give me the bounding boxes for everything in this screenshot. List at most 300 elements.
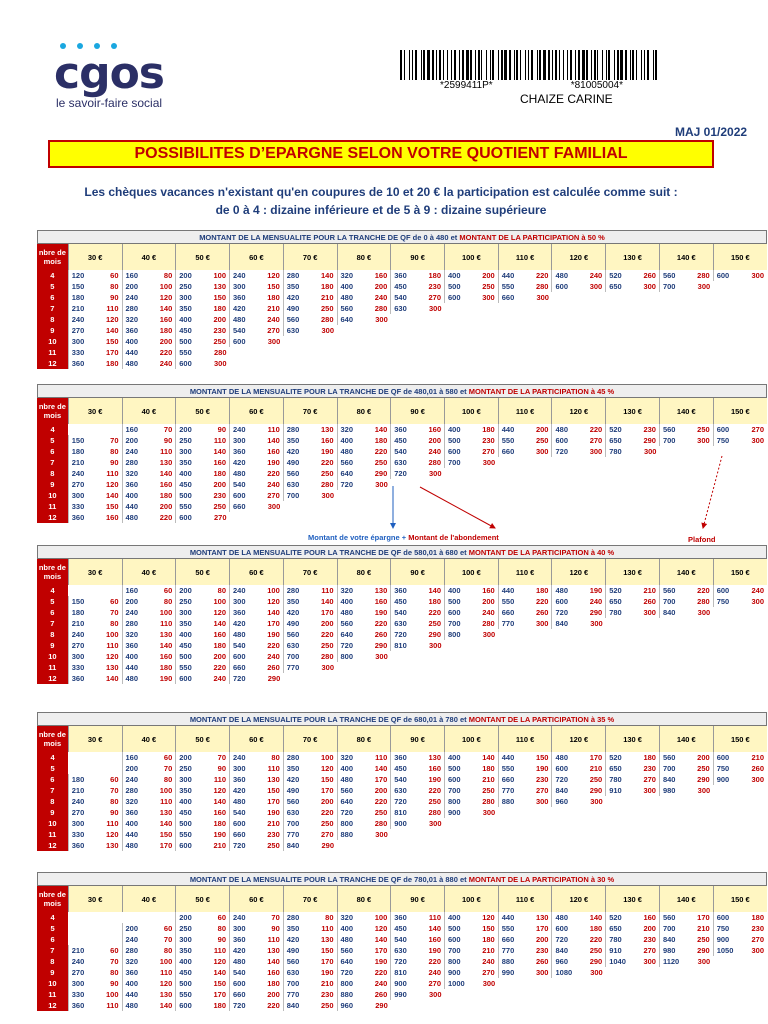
savings-amount: 360 xyxy=(68,358,93,369)
contribution-amount xyxy=(738,607,767,618)
contribution-amount: 160 xyxy=(428,764,441,773)
contribution-amount: 270 xyxy=(751,935,764,944)
savings-table xyxy=(37,244,767,369)
contribution-amount xyxy=(631,358,660,369)
contribution-amount: 280 xyxy=(320,315,334,324)
savings-amount: 250 xyxy=(176,596,201,607)
savings-amount xyxy=(498,358,523,369)
savings-amount: 750 xyxy=(713,763,738,774)
savings-amount xyxy=(659,829,684,840)
savings-amount: 360 xyxy=(391,585,416,596)
savings-amount xyxy=(659,292,684,303)
contribution-amount xyxy=(470,501,499,512)
contribution-amount: 290 xyxy=(374,641,388,650)
contribution-amount xyxy=(93,752,122,763)
contribution-amount xyxy=(738,303,767,314)
monthly-amount-header: 60 € xyxy=(230,398,284,424)
savings-amount xyxy=(445,314,470,325)
table-row xyxy=(37,673,767,684)
month-count: 7 xyxy=(37,618,68,629)
contribution-amount xyxy=(577,512,606,523)
contribution-amount xyxy=(523,629,552,640)
savings-amount: 400 xyxy=(337,763,362,774)
contribution-amount: 240 xyxy=(374,979,388,988)
contribution-amount xyxy=(631,796,660,807)
savings-amount: 500 xyxy=(176,978,201,989)
savings-amount xyxy=(337,840,362,851)
savings-amount: 180 xyxy=(68,774,93,785)
contribution-amount xyxy=(631,673,660,684)
savings-amount xyxy=(498,336,523,347)
contribution-amount: 110 xyxy=(106,304,119,313)
savings-amount xyxy=(713,818,738,829)
contribution-amount: 210 xyxy=(482,946,495,955)
qf-section-1 xyxy=(37,230,767,369)
savings-amount: 490 xyxy=(283,457,308,468)
contribution-amount: 170 xyxy=(159,841,173,850)
contribution-amount: 120 xyxy=(159,979,173,988)
savings-amount xyxy=(230,347,255,358)
savings-amount xyxy=(391,336,416,347)
savings-amount: 320 xyxy=(337,585,362,596)
contribution-amount: 150 xyxy=(482,924,495,933)
month-count: 11 xyxy=(37,989,68,1000)
monthly-amount-header: 140 € xyxy=(659,398,713,424)
contribution-amount: 190 xyxy=(320,447,334,456)
savings-amount: 320 xyxy=(337,424,362,435)
monthly-amount-header: 50 € xyxy=(176,244,230,270)
contribution-amount xyxy=(738,840,767,851)
contribution-amount xyxy=(523,479,552,490)
savings-amount: 550 xyxy=(176,501,201,512)
contribution-amount: 200 xyxy=(697,753,710,762)
savings-amount: 560 xyxy=(283,796,308,807)
contribution-amount: 240 xyxy=(482,608,495,617)
savings-amount: 400 xyxy=(122,651,147,662)
contribution-amount: 290 xyxy=(697,775,710,784)
monthly-amount-header: 60 € xyxy=(230,886,284,912)
table-row xyxy=(37,607,767,618)
savings-amount xyxy=(445,1000,470,1011)
barcode-image xyxy=(400,50,662,80)
section-heading xyxy=(37,384,767,398)
savings-amount: 770 xyxy=(498,618,523,629)
contribution-amount xyxy=(470,347,499,358)
savings-amount: 280 xyxy=(122,457,147,468)
savings-amount xyxy=(606,468,631,479)
savings-amount xyxy=(230,512,255,523)
contribution-amount: 250 xyxy=(428,797,441,806)
savings-amount xyxy=(713,989,738,1000)
savings-amount xyxy=(606,501,631,512)
savings-amount: 600 xyxy=(552,281,577,292)
contribution-amount: 130 xyxy=(320,425,334,434)
savings-amount: 320 xyxy=(337,752,362,763)
table-row xyxy=(37,978,767,989)
savings-amount xyxy=(337,662,362,673)
monthly-amount-header: 30 € xyxy=(68,559,122,585)
savings-amount xyxy=(68,912,93,923)
savings-amount: 320 xyxy=(122,314,147,325)
savings-amount xyxy=(552,640,577,651)
contribution-amount xyxy=(416,662,445,673)
savings-amount xyxy=(68,923,93,934)
month-count: 5 xyxy=(37,435,68,446)
savings-amount: 600 xyxy=(713,424,738,435)
savings-amount: 560 xyxy=(283,629,308,640)
savings-amount xyxy=(606,490,631,501)
contribution-amount: 160 xyxy=(159,652,173,661)
table-row xyxy=(37,785,767,796)
contribution-amount xyxy=(631,807,660,818)
contribution-amount: 270 xyxy=(482,968,495,977)
savings-amount: 480 xyxy=(552,270,577,281)
savings-amount: 400 xyxy=(176,956,201,967)
contribution-amount: 210 xyxy=(697,924,710,933)
contribution-amount: 170 xyxy=(374,775,388,784)
contribution-amount: 190 xyxy=(374,957,388,966)
savings-amount: 240 xyxy=(122,292,147,303)
savings-amount: 420 xyxy=(283,607,308,618)
contribution-amount: 300 xyxy=(535,447,549,456)
savings-amount: 550 xyxy=(176,662,201,673)
contribution-amount: 150 xyxy=(320,775,334,784)
savings-amount: 650 xyxy=(606,763,631,774)
month-count: 9 xyxy=(37,325,68,336)
contribution-amount: 220 xyxy=(374,797,388,806)
savings-amount: 630 xyxy=(391,785,416,796)
savings-amount: 440 xyxy=(122,662,147,673)
savings-amount: 210 xyxy=(68,457,93,468)
monthly-amount-header: 30 € xyxy=(68,726,122,752)
contribution-amount: 110 xyxy=(267,425,280,434)
contribution-amount xyxy=(416,840,445,851)
month-count: 5 xyxy=(37,763,68,774)
contribution-amount: 130 xyxy=(159,990,173,999)
savings-amount: 280 xyxy=(122,618,147,629)
table-row xyxy=(37,618,767,629)
contribution-amount: 290 xyxy=(321,841,334,850)
contribution-amount: 200 xyxy=(535,425,549,434)
savings-amount: 500 xyxy=(445,281,470,292)
monthly-amount-header: 150 € xyxy=(713,886,767,912)
savings-amount: 900 xyxy=(391,978,416,989)
savings-amount: 880 xyxy=(498,956,523,967)
contribution-amount xyxy=(523,662,552,673)
contribution-amount: 300 xyxy=(267,502,281,511)
contribution-amount: 250 xyxy=(697,425,710,434)
contribution-amount xyxy=(577,829,606,840)
savings-amount: 600 xyxy=(445,934,470,945)
savings-amount: 720 xyxy=(552,774,577,785)
contribution-amount xyxy=(362,662,391,673)
savings-amount: 280 xyxy=(283,270,308,281)
contribution-amount xyxy=(738,1000,767,1011)
contribution-amount: 300 xyxy=(643,282,656,291)
contribution-amount: 160 xyxy=(213,458,226,467)
savings-amount xyxy=(498,807,523,818)
savings-amount: 630 xyxy=(391,945,416,956)
savings-amount xyxy=(552,651,577,662)
contribution-amount xyxy=(738,978,767,989)
contribution-amount xyxy=(416,479,445,490)
monthly-amount-header: 150 € xyxy=(713,559,767,585)
month-count: 4 xyxy=(37,585,68,596)
savings-amount: 720 xyxy=(337,640,362,651)
contribution-amount: 120 xyxy=(213,786,226,795)
contribution-amount: 170 xyxy=(267,797,280,806)
savings-amount xyxy=(659,662,684,673)
contribution-amount: 270 xyxy=(320,830,334,839)
savings-amount: 330 xyxy=(68,989,93,1000)
monthly-amount-header: 100 € xyxy=(445,398,499,424)
savings-amount: 360 xyxy=(230,934,255,945)
savings-amount xyxy=(283,512,308,523)
contribution-amount: 210 xyxy=(267,819,280,828)
savings-amount xyxy=(498,1000,523,1011)
contribution-amount: 300 xyxy=(590,968,603,977)
savings-amount: 980 xyxy=(659,785,684,796)
contribution-amount xyxy=(577,1000,606,1011)
savings-amount xyxy=(659,479,684,490)
contribution-amount: 230 xyxy=(482,436,495,445)
monthly-amount-header: 100 € xyxy=(445,886,499,912)
savings-amount: 480 xyxy=(122,1000,147,1011)
contribution-amount xyxy=(577,292,606,303)
month-count: 10 xyxy=(37,978,68,989)
savings-amount: 240 xyxy=(68,629,93,640)
savings-amount: 270 xyxy=(68,967,93,978)
contribution-amount: 250 xyxy=(320,641,334,650)
savings-amount xyxy=(498,314,523,325)
contribution-amount: 300 xyxy=(375,480,388,489)
contribution-amount: 100 xyxy=(374,913,388,922)
savings-amount xyxy=(337,512,362,523)
contribution-amount: 180 xyxy=(320,282,334,291)
savings-amount xyxy=(659,978,684,989)
contribution-amount xyxy=(738,651,767,662)
savings-amount: 400 xyxy=(445,752,470,763)
savings-amount: 450 xyxy=(391,763,416,774)
contribution-amount xyxy=(523,673,552,684)
savings-amount: 330 xyxy=(68,347,93,358)
contribution-amount xyxy=(685,662,714,673)
contribution-amount: 270 xyxy=(482,447,495,456)
savings-amount xyxy=(713,457,738,468)
savings-amount: 520 xyxy=(606,752,631,763)
contribution-amount: 100 xyxy=(320,753,334,762)
contribution-amount: 110 xyxy=(428,913,441,922)
savings-amount: 400 xyxy=(445,270,470,281)
savings-amount: 900 xyxy=(713,774,738,785)
contribution-amount: 300 xyxy=(535,619,549,628)
savings-amount xyxy=(713,512,738,523)
contribution-amount: 260 xyxy=(751,764,764,773)
contribution-amount: 270 xyxy=(535,786,549,795)
savings-amount: 780 xyxy=(606,774,631,785)
savings-amount xyxy=(606,829,631,840)
savings-amount: 480 xyxy=(337,934,362,945)
contribution-amount: 130 xyxy=(267,946,280,955)
contribution-amount: 80 xyxy=(110,447,119,456)
contribution-amount: 140 xyxy=(159,1001,173,1010)
contribution-amount xyxy=(523,457,552,468)
contribution-amount xyxy=(577,303,606,314)
savings-amount: 420 xyxy=(230,945,255,956)
savings-amount: 440 xyxy=(498,270,523,281)
contribution-amount xyxy=(685,840,714,851)
contribution-amount: 280 xyxy=(697,597,710,606)
contribution-amount xyxy=(577,818,606,829)
savings-amount xyxy=(498,303,523,314)
savings-amount: 500 xyxy=(176,490,201,501)
savings-amount: 120 xyxy=(68,270,93,281)
monthly-amount-header: 110 € xyxy=(498,559,552,585)
monthly-amount-header: 70 € xyxy=(283,726,337,752)
month-count: 5 xyxy=(37,281,68,292)
savings-amount: 720 xyxy=(337,807,362,818)
savings-amount: 660 xyxy=(498,774,523,785)
contribution-amount: 140 xyxy=(320,597,334,606)
table-row xyxy=(37,585,767,596)
savings-amount: 500 xyxy=(176,651,201,662)
contribution-amount: 110 xyxy=(160,447,173,456)
contribution-amount: 230 xyxy=(535,775,549,784)
savings-amount: 560 xyxy=(283,314,308,325)
savings-amount xyxy=(445,818,470,829)
month-count: 8 xyxy=(37,629,68,640)
contribution-amount: 100 xyxy=(213,271,226,280)
contribution-amount: 150 xyxy=(213,293,226,302)
contribution-amount: 170 xyxy=(320,786,334,795)
savings-amount: 240 xyxy=(230,270,255,281)
savings-amount xyxy=(498,457,523,468)
contribution-amount xyxy=(470,640,499,651)
savings-amount: 770 xyxy=(498,785,523,796)
contribution-amount: 170 xyxy=(320,608,334,617)
savings-amount: 1080 xyxy=(552,967,577,978)
savings-amount xyxy=(659,818,684,829)
savings-amount: 560 xyxy=(283,956,308,967)
section-heading xyxy=(37,712,767,726)
savings-amount: 960 xyxy=(552,796,577,807)
contribution-amount: 160 xyxy=(374,597,388,606)
contribution-amount: 210 xyxy=(320,293,334,302)
contribution-amount xyxy=(362,336,391,347)
contribution-amount: 280 xyxy=(374,304,388,313)
contribution-amount: 180 xyxy=(428,271,441,280)
savings-amount: 980 xyxy=(659,945,684,956)
recipient-name: CHAIZE CARINE xyxy=(520,92,613,106)
savings-amount: 240 xyxy=(230,912,255,923)
savings-amount xyxy=(498,989,523,1000)
month-count-header: nbre de mois xyxy=(37,886,68,912)
contribution-amount xyxy=(523,501,552,512)
savings-amount: 500 xyxy=(176,818,201,829)
contribution-amount: 220 xyxy=(267,641,280,650)
contribution-amount: 300 xyxy=(643,447,657,456)
savings-amount: 660 xyxy=(498,607,523,618)
month-count: 8 xyxy=(37,314,68,325)
contribution-amount: 280 xyxy=(428,808,441,817)
savings-amount: 560 xyxy=(337,945,362,956)
savings-amount: 600 xyxy=(230,336,255,347)
section-heading-main: MONTANT DE LA MENSUALITE POUR LA TRANCHE DE QF de 580,01 à 680 et xyxy=(189,548,469,557)
contribution-amount: 140 xyxy=(159,304,173,313)
savings-amount: 540 xyxy=(230,640,255,651)
contribution-amount: 260 xyxy=(374,630,388,639)
contribution-amount xyxy=(470,840,499,851)
savings-amount: 550 xyxy=(498,596,523,607)
savings-amount: 630 xyxy=(391,457,416,468)
contribution-amount xyxy=(308,347,337,358)
table-row xyxy=(37,314,767,325)
contribution-amount: 110 xyxy=(106,1001,119,1010)
savings-amount: 210 xyxy=(68,945,93,956)
contribution-amount: 150 xyxy=(213,979,226,988)
contribution-amount: 140 xyxy=(213,619,226,628)
contribution-amount: 110 xyxy=(267,764,280,773)
contribution-amount: 80 xyxy=(217,924,226,933)
contribution-amount: 150 xyxy=(267,786,280,795)
month-count: 9 xyxy=(37,807,68,818)
contribution-amount xyxy=(470,314,499,325)
savings-amount: 720 xyxy=(391,629,416,640)
contribution-amount: 200 xyxy=(482,271,495,280)
savings-amount: 600 xyxy=(445,774,470,785)
savings-amount: 400 xyxy=(122,490,147,501)
contribution-amount xyxy=(362,490,391,501)
savings-amount: 660 xyxy=(230,501,255,512)
savings-amount: 520 xyxy=(606,912,631,923)
savings-amount xyxy=(445,358,470,369)
contribution-amount xyxy=(577,640,606,651)
savings-amount: 780 xyxy=(606,446,631,457)
contribution-amount: 170 xyxy=(697,913,710,922)
section-heading-main: MONTANT DE LA MENSUALITE POUR LA TRANCHE DE QF de 480,01 à 580 et xyxy=(189,387,469,396)
savings-amount: 300 xyxy=(68,651,93,662)
logo-wordmark: cgos xyxy=(54,48,164,99)
savings-amount xyxy=(445,490,470,501)
savings-amount: 400 xyxy=(445,912,470,923)
contribution-amount xyxy=(577,479,606,490)
barcode-block xyxy=(400,50,665,91)
contribution-amount: 90 xyxy=(217,425,226,434)
savings-amount xyxy=(445,662,470,673)
contribution-amount xyxy=(738,989,767,1000)
savings-amount: 800 xyxy=(445,629,470,640)
savings-amount xyxy=(283,347,308,358)
contribution-amount xyxy=(631,468,660,479)
contribution-amount: 80 xyxy=(163,597,173,606)
table-header-row xyxy=(37,726,767,752)
monthly-amount-header: 50 € xyxy=(176,559,230,585)
savings-amount: 250 xyxy=(176,281,201,292)
contribution-amount xyxy=(577,336,606,347)
contribution-amount: 300 xyxy=(321,491,334,500)
savings-amount: 360 xyxy=(122,479,147,490)
savings-amount: 550 xyxy=(498,923,523,934)
savings-amount xyxy=(659,651,684,662)
savings-amount xyxy=(659,967,684,978)
savings-amount: 200 xyxy=(122,281,147,292)
savings-amount xyxy=(498,673,523,684)
savings-amount: 840 xyxy=(552,618,577,629)
savings-amount xyxy=(552,457,577,468)
contribution-amount xyxy=(416,325,445,336)
savings-amount: 720 xyxy=(391,796,416,807)
contribution-amount xyxy=(470,818,499,829)
